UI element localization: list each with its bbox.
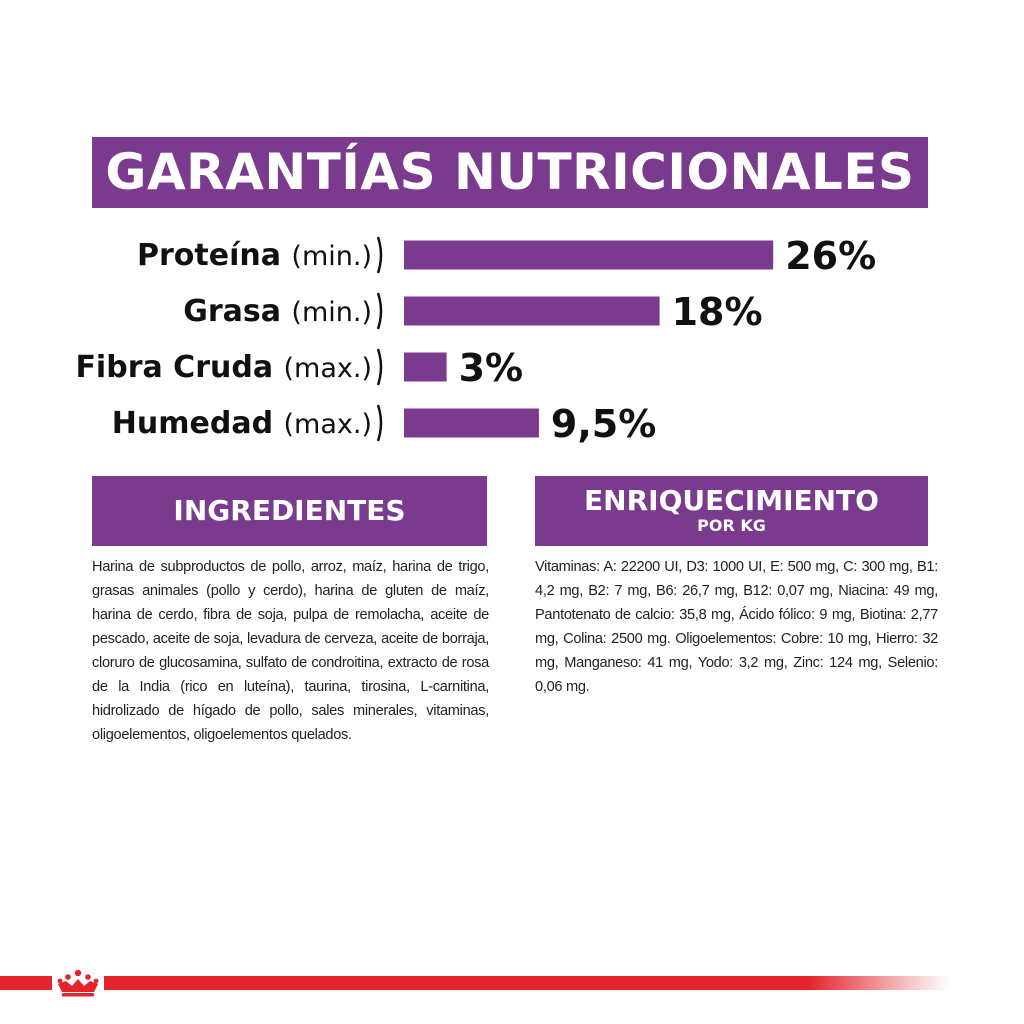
bar (404, 353, 447, 382)
value-label: 9,5% (550, 402, 657, 445)
ingredients-text: Harina de subproductos de pollo, arroz, maíz, harina de trigo, grasas animales (pollo y cerdo), harina de gluten de maíz, harina de cerdo, fibra de soja, pulpa de remolacha, aceite de pescado, aceite de soja, levadura de cerveza, aceite de borraja, cloruro de glucosamina, sulfato de condroitina, extracto de rosa de la India (rico en luteína), taurina, tirosina, L-carnitina, hidrolizado de hígado de pollo, sales minerales, vitaminas, oligoelementos, oligoelementos quelados. (92, 559, 489, 743)
value-label: 26% (785, 234, 877, 278)
bar (404, 297, 660, 326)
bar (404, 409, 539, 438)
title-banner (92, 137, 928, 208)
category-name: Humedad (111, 406, 284, 441)
category-qualifier: (max.) (283, 409, 372, 440)
category-name: Proteína (137, 238, 292, 273)
category-qualifier: (min.) (291, 297, 372, 328)
enrichment-text: Vitaminas: A: 22200 UI, D3: 1000 UI, E: 500 mg, C: 300 mg, B1: 4,2 mg, B2: 7 mg, B6: 26,7 mg, B12: 0,07 mg, Niacina: 49 mg, Pantotenato de calcio: 35,8 mg, Ácido fólico: 9 mg, Biotina: 2,77 mg, Colina: 2500 mg. Oligoelementos: Cobre: 10 mg, Hierro: 32 mg, Manganeso: 41 mg, Yodo: 3,2 mg, Zinc: 124 mg, Selenio: 0,06 mg. (535, 559, 938, 695)
ingredients-title: INGREDIENTES (173, 494, 406, 527)
category-label (112, 406, 372, 441)
category-name: Fibra Cruda (75, 350, 284, 385)
label-bracket (378, 293, 381, 329)
bar (404, 241, 773, 270)
label-bracket (378, 349, 381, 385)
royal-crown-icon (52, 964, 104, 1000)
enrichment-subtitle: POR KG (697, 516, 766, 535)
enrichment-title: ENRIQUECIMIENTO (584, 484, 879, 517)
value-label: 3% (458, 346, 524, 390)
category-name: Grasa (183, 294, 292, 329)
footer-accent-line (0, 976, 950, 990)
enrichment-banner (535, 476, 928, 546)
category-qualifier: (min.) (291, 241, 372, 272)
category-qualifier: (max.) (283, 353, 372, 384)
ingredients-banner (92, 476, 487, 546)
nutrition-bar-chart (0, 225, 1024, 445)
page-title: GARANTÍAS NUTRICIONALES (105, 143, 915, 201)
value-label: 18% (671, 290, 763, 334)
category-label (75, 350, 372, 385)
label-bracket (378, 237, 381, 273)
label-bracket (378, 405, 381, 441)
category-label (137, 238, 372, 273)
category-label (183, 294, 372, 329)
